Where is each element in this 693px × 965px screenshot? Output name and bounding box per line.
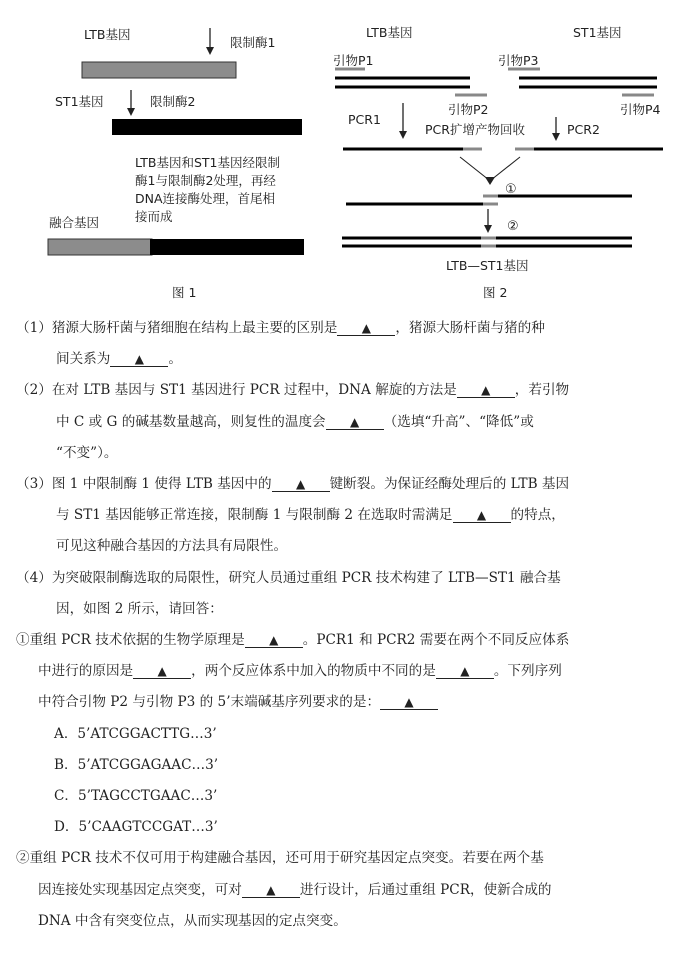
q4-line-2: 因，如图 2 所示，请回答：: [56, 600, 223, 617]
fig2-caption: 图 2: [483, 285, 508, 300]
fig2-pcr1-label: PCR1: [348, 112, 381, 127]
question-text: [16, 313, 679, 937]
fig2-recover-label: PCR扩增产物回收: [425, 122, 525, 137]
fig1-note-line-4: 接而成: [135, 209, 173, 224]
figure-2: [333, 25, 663, 300]
option-a[interactable]: A．5’ATCGGACTTG…3’: [54, 725, 217, 742]
fig1-fusion-junction: [150, 239, 175, 245]
figures: [0, 0, 693, 310]
fig2-primer-p1-label: 引物P1: [333, 53, 374, 68]
q2-line-3: “不变”）。: [56, 444, 118, 461]
fig1-caption: 图 1: [172, 285, 197, 300]
fig1-note-line-2: 酶1与限制酶2处理，再经: [135, 173, 276, 188]
sub1-line-2: [16, 656, 679, 687]
fig2-ltb-label: LTB基因: [366, 25, 413, 40]
answer-blank[interactable]: ▲: [457, 383, 515, 398]
q2-text-c: 中 C 或 G 的碱基数量越高，则复性的温度会: [56, 413, 326, 430]
q2-text-d: （选填“升高”、“降低”或: [383, 413, 534, 430]
fig1-note-line-3: DNA连接酶处理，首尾相: [135, 191, 276, 206]
q3-line-3: 可见这种融合基因的方法具有局限性。: [56, 538, 288, 555]
sub2-line-3: DNA 中含有突变位点，从而实现基因的定点突变。: [38, 912, 347, 929]
sub1-text-a: ①重组 PCR 技术依据的生物学原理是: [16, 632, 245, 649]
sub1-text-c: 中进行的原因是: [38, 663, 134, 680]
sub1-line-1: [16, 625, 679, 656]
answer-blank[interactable]: ▲: [242, 883, 300, 898]
fig2-pcr2-label: PCR2: [567, 122, 600, 137]
fig1-enzyme1-arrowhead: [206, 47, 214, 55]
fig2-product-label: LTB—ST1基因: [446, 258, 529, 273]
q3-text-b: 键断裂。为保证经酶处理后的 LTB 基因: [329, 476, 570, 493]
fig2-primer-p4-label: 引物P4: [620, 102, 661, 117]
sub2-text-a: 因连接处实现基因定点突变，可对: [38, 881, 242, 898]
q1-line-1: [16, 313, 679, 344]
answer-blank[interactable]: ▲: [133, 664, 191, 679]
fig2-primer-p3-label: 引物P3: [498, 53, 539, 68]
fig2-primer-p2-label: 引物P2: [448, 102, 489, 117]
fig2-pcr2-arrowhead: [552, 133, 560, 141]
answer-blank[interactable]: ▲: [337, 321, 395, 336]
fig2-step2-label: ②: [507, 219, 519, 234]
fig1-fusion-ltb-part: [48, 239, 152, 255]
q3-text-d: 的特点，: [510, 507, 565, 524]
q2-line-2: [16, 407, 679, 438]
fig1-enzyme1-label: 限制酶1: [230, 35, 276, 50]
fig2-converge-left: [460, 157, 489, 180]
q1-text-a: （1）猪源大肠杆菌与猪细胞在结构上最主要的区别是: [16, 320, 338, 336]
q3-text-a: （3）图 1 中限制酶 1 使得 LTB 基因中的: [16, 476, 272, 493]
fig1-ltb-label: LTB基因: [84, 27, 131, 42]
answer-blank[interactable]: ▲: [110, 352, 168, 367]
answer-blank[interactable]: ▲: [380, 695, 438, 710]
sub1-text-f: 中符合引物 P2 与引物 P3 的 5’末端碱基序列要求的是：: [38, 694, 381, 711]
q1-text-b: ，猪源大肠杆菌与猪的种: [395, 320, 545, 336]
option-b[interactable]: B．5’ATCGGAGAAC…3’: [54, 756, 219, 773]
sub1-text-e: 。下列序列: [493, 663, 562, 680]
fig1-fusion-label: 融合基因: [49, 215, 100, 230]
q3-line-1: [16, 469, 679, 500]
q4-line-1: （4）为突破限制酶选取的局限性，研究人员通过重组 PCR 技术构建了 LTB—ST1 融合基: [16, 569, 561, 586]
fig1-note-line-1: LTB基因和ST1基因经限制: [135, 155, 280, 170]
sub2-text-b: 进行设计，后通过重组 PCR，使新合成的: [299, 881, 552, 898]
fig1-st1-bar: [112, 119, 302, 135]
fig1-enzyme2-label: 限制酶2: [150, 94, 196, 109]
option-c[interactable]: C．5’TAGCCTGAAC…3’: [54, 788, 218, 805]
fig2-step1-label: ①: [505, 182, 517, 197]
q3-text-c: 与 ST1 基因能够正常连接，限制酶 1 与限制酶 2 在选取时需满足: [56, 507, 453, 524]
sub1-text-d: ，两个反应体系中加入的物质中不同的是: [191, 663, 436, 680]
fig1-st1-label: ST1基因: [55, 94, 104, 109]
answer-blank[interactable]: ▲: [272, 477, 330, 492]
fig2-pcr1-arrowhead: [399, 131, 407, 139]
fig2-converge-arrowhead: [485, 177, 495, 185]
q1-text-d: 。: [168, 351, 182, 368]
fig2-converge-right: [491, 157, 520, 180]
q2-line-1: [16, 375, 679, 406]
fig2-st1-label: ST1基因: [573, 25, 622, 40]
fig1-ltb-bar: [82, 62, 236, 78]
q1-text-c: 间关系为: [56, 351, 111, 368]
fig1-enzyme2-arrowhead: [127, 108, 135, 116]
q2-text-a: （2）在对 LTB 基因与 ST1 基因进行 PCR 过程中，DNA 解旋的方法是: [16, 382, 457, 399]
option-d[interactable]: D．5’CAAGTCCGAT…3’: [54, 819, 218, 836]
answer-blank[interactable]: ▲: [453, 508, 511, 523]
figure-1: [48, 27, 304, 300]
answer-blank[interactable]: ▲: [436, 664, 494, 679]
sub1-line-3: [16, 687, 679, 718]
fig2-step2-arrowhead: [484, 225, 492, 233]
sub1-text-b: 。PCR1 和 PCR2 需要在两个不同反应体系: [302, 632, 570, 649]
answer-blank[interactable]: ▲: [245, 633, 303, 648]
q2-text-b: ，若引物: [514, 382, 570, 399]
sub2-line-2: [16, 875, 679, 906]
q1-line-2: [16, 344, 679, 375]
q3-line-2: [16, 500, 679, 531]
answer-blank[interactable]: ▲: [326, 415, 384, 430]
sub2-line-1: ②重组 PCR 技术不仅可用于构建融合基因，还可用于研究基因定点突变。若要在两个基: [16, 850, 544, 867]
